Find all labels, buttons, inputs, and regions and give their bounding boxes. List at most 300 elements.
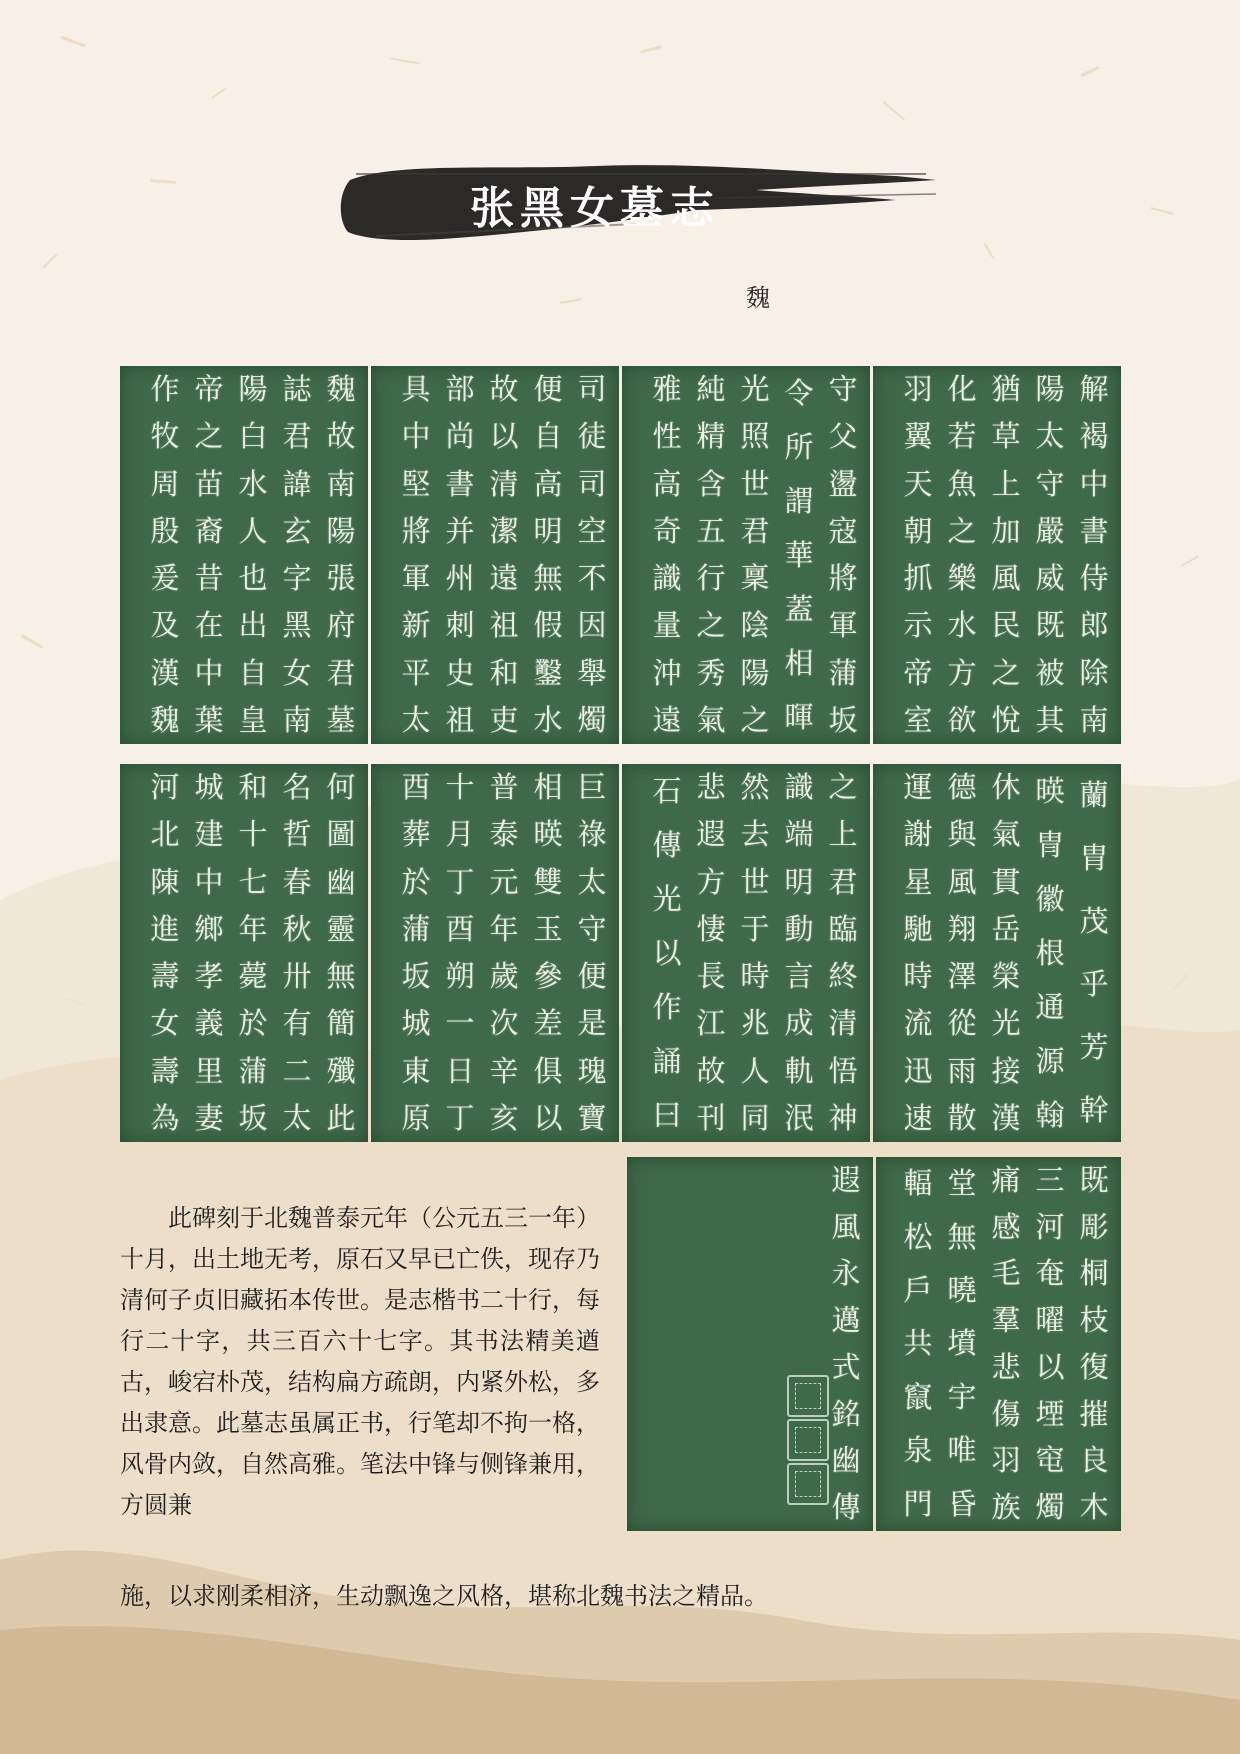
dynasty-label: 魏	[746, 284, 770, 312]
rubbing-character: 魏	[150, 702, 180, 737]
rubbing-character: 故	[326, 419, 356, 454]
rubbing-character: 字	[282, 561, 312, 596]
rubbing-character: 方	[947, 655, 977, 690]
rubbing-character: 無	[533, 561, 563, 596]
rubbing-character: 人	[740, 1053, 770, 1088]
rubbing-character: 府	[326, 608, 356, 643]
rubbing-character: 德	[947, 770, 977, 805]
rubbing-column	[527, 764, 569, 1142]
rubbing-character: 為	[150, 1100, 180, 1135]
rubbing-character: 酉	[445, 911, 475, 946]
rubbing-character: 殲	[326, 1053, 356, 1088]
rubbing-character: 兆	[740, 1006, 770, 1041]
rubbing-character: 化	[947, 372, 977, 407]
rubbing-character: 識	[652, 561, 682, 596]
rubbing-character: 星	[903, 864, 933, 899]
rubbing-panel	[873, 764, 1121, 1142]
rubbing-character: 墓	[326, 702, 356, 737]
rubbing-column	[439, 764, 481, 1142]
rubbing-panel	[873, 366, 1121, 744]
rubbing-character: 門	[903, 1486, 933, 1521]
rubbing-character: 光	[991, 1006, 1021, 1041]
rubbing-character: 丁	[445, 864, 475, 899]
rubbing-character: 上	[828, 817, 858, 852]
rubbing-character: 軍	[828, 608, 858, 643]
rubbing-character: 悽	[696, 911, 726, 946]
rubbing-character: 奇	[652, 513, 682, 548]
rubbing-character: 以	[1035, 1349, 1065, 1384]
rubbing-character: 燭	[577, 702, 607, 737]
rubbing-character: 魏	[326, 372, 356, 407]
page-title: 张黑女墓志	[470, 183, 720, 234]
rubbing-character: 哲	[282, 817, 312, 852]
rubbing-character: 明	[784, 864, 814, 899]
rubbing-character: 守	[577, 911, 607, 946]
rubbing-character: 殷	[150, 513, 180, 548]
rubbing-column	[690, 366, 732, 744]
rubbing-character: 高	[533, 466, 563, 501]
rubbing-character: 痛	[991, 1162, 1021, 1197]
rubbing-character: 遐	[696, 817, 726, 852]
rubbing-character: 父	[828, 419, 858, 454]
rubbing-character: 曰	[652, 1097, 682, 1132]
rubbing-character: 普	[489, 770, 519, 805]
rubbing-character: 世	[740, 864, 770, 899]
rubbing-column	[395, 366, 437, 744]
rubbing-character: 無	[947, 1219, 977, 1254]
rubbing-character: 司	[577, 466, 607, 501]
rubbing-panel	[371, 764, 619, 1142]
rubbing-character: 然	[740, 770, 770, 805]
rubbing-character: 城	[401, 1006, 431, 1041]
rubbing-character: 馳	[903, 911, 933, 946]
rubbing-character: 抓	[903, 561, 933, 596]
rubbing-character: 春	[282, 864, 312, 899]
rubbing-character: 翰	[1035, 1097, 1065, 1132]
rubbing-character: 妻	[194, 1100, 224, 1135]
rubbing-character: 唯	[947, 1433, 977, 1468]
rubbing-character: 以	[652, 935, 682, 970]
rubbing-character: 猶	[991, 372, 1021, 407]
rubbing-column	[276, 366, 318, 744]
rubbing-character: 於	[238, 1006, 268, 1041]
rubbing-character: 之	[194, 419, 224, 454]
rubbing-character: 也	[238, 561, 268, 596]
rubbing-character: 和	[238, 770, 268, 805]
rubbing-character: 何	[326, 770, 356, 805]
rubbing-character: 謝	[903, 817, 933, 852]
rubbing-character: 白	[238, 419, 268, 454]
rubbing-character: 燭	[1035, 1490, 1065, 1525]
rubbing-character: 羣	[991, 1303, 1021, 1338]
rubbing-column	[188, 764, 230, 1142]
rubbing-character: 祖	[445, 702, 475, 737]
rubbing-character: 次	[489, 1006, 519, 1041]
rubbing-character: 吏	[489, 702, 519, 737]
rubbing-character: 通	[1035, 989, 1065, 1024]
rubbing-column	[232, 764, 274, 1142]
rubbing-character: 名	[282, 770, 312, 805]
rubbing-character: 日	[445, 1053, 475, 1088]
rubbing-character: 以	[533, 1100, 563, 1135]
rubbing-character: 解	[1079, 372, 1109, 407]
rubbing-character: 時	[740, 959, 770, 994]
rubbing-character: 坂	[401, 959, 431, 994]
rubbing-character: 月	[445, 817, 475, 852]
rubbing-character: 平	[401, 655, 431, 690]
rubbing-character: 假	[533, 608, 563, 643]
rubbing-character: 酉	[401, 770, 431, 805]
rubbing-column	[646, 366, 688, 744]
rubbing-character: 水	[238, 466, 268, 501]
rubbing-character: 徽	[1035, 881, 1065, 916]
rubbing-character: 守	[828, 372, 858, 407]
rubbing-character: 皇	[238, 702, 268, 737]
rubbing-character: 里	[194, 1053, 224, 1088]
rubbing-column	[483, 764, 525, 1142]
rubbing-character: 其	[1035, 702, 1065, 737]
rubbing-character: 羽	[903, 372, 933, 407]
rubbing-character: 便	[533, 372, 563, 407]
rubbing-character: 尚	[445, 419, 475, 454]
rubbing-character: 行	[696, 561, 726, 596]
rubbing-column	[646, 764, 688, 1142]
rubbing-character: 將	[828, 561, 858, 596]
rubbing-character: 秋	[282, 911, 312, 946]
rubbing-character: 司	[577, 372, 607, 407]
rubbing-character: 祖	[489, 608, 519, 643]
rubbing-character: 草	[991, 419, 1021, 454]
rubbing-character: 人	[238, 513, 268, 548]
rubbing-character: 幹	[1079, 1093, 1109, 1127]
rubbing-character: 除	[1079, 655, 1109, 690]
rubbing-character: 相	[784, 645, 814, 680]
rubbing-character: 因	[577, 608, 607, 643]
rubbing-column	[395, 764, 437, 1142]
rubbing-character: 源	[1035, 1043, 1065, 1078]
rubbing-character: 堅	[401, 466, 431, 501]
rubbing-character: 太	[401, 702, 431, 737]
collector-seal-icon	[787, 1419, 829, 1461]
rubbing-character: 樂	[947, 561, 977, 596]
rubbing-character: 薨	[238, 959, 268, 994]
rubbing-character: 氣	[991, 817, 1021, 852]
rubbing-character: 曜	[1035, 1303, 1065, 1338]
rubbing-character: 蒲	[828, 655, 858, 690]
rubbing-character: 堂	[947, 1166, 977, 1201]
rubbing-character: 漢	[150, 655, 180, 690]
rubbing-character: 盪	[828, 466, 858, 501]
rubbing-character: 端	[784, 817, 814, 852]
rubbing-character: 戶	[903, 1273, 933, 1308]
rubbing-character: 雅	[652, 372, 682, 407]
rubbing-character: 不	[577, 561, 607, 596]
rubbing-character: 式	[831, 1349, 861, 1384]
rubbing-panel	[876, 1157, 1121, 1531]
rubbing-column	[439, 366, 481, 744]
rubbing-character: 輻	[903, 1166, 933, 1201]
rubbing-character: 南	[1079, 702, 1109, 737]
rubbing-character: 宇	[947, 1379, 977, 1414]
rubbing-character: 書	[1079, 513, 1109, 548]
rubbing-column	[897, 366, 939, 744]
rubbing-character: 軍	[401, 561, 431, 596]
rubbing-column	[188, 366, 230, 744]
rubbing-character: 祿	[577, 817, 607, 852]
rubbing-panel	[622, 366, 870, 744]
rubbing-character: 君	[282, 419, 312, 454]
rubbing-character: 蘭	[1079, 778, 1109, 812]
rubbing-panel	[120, 366, 368, 744]
rubbing-character: 去	[740, 817, 770, 852]
rubbing-character: 根	[1035, 935, 1065, 970]
rubbing-character: 丁	[445, 1100, 475, 1135]
rubbing-character: 含	[696, 466, 726, 501]
rubbing-character: 速	[903, 1100, 933, 1135]
rubbing-character: 刊	[696, 1100, 726, 1135]
rubbing-character: 動	[784, 911, 814, 946]
rubbing-character: 所	[784, 429, 814, 464]
rubbing-character: 作	[150, 372, 180, 407]
rubbing-character: 休	[991, 770, 1021, 805]
rubbing-character: 光	[652, 881, 682, 916]
rubbing-column	[527, 366, 569, 744]
rubbing-character: 雨	[947, 1053, 977, 1088]
rubbing-character: 量	[652, 608, 682, 643]
rubbing-character: 稟	[740, 561, 770, 596]
rubbing-character: 暉	[784, 699, 814, 734]
description-last-line: 施，以求刚柔相济，生动飘逸之风格，堪称北魏书法之精品。	[120, 1582, 768, 1610]
rubbing-character: 瑰	[577, 1053, 607, 1088]
rubbing-character: 邁	[831, 1303, 861, 1338]
rubbing-character: 言	[784, 959, 814, 994]
rubbing-character: 明	[533, 513, 563, 548]
rubbing-character: 進	[150, 911, 180, 946]
collector-seal-icon	[787, 1375, 829, 1417]
rubbing-character: 苗	[194, 466, 224, 501]
rubbing-character: 在	[194, 608, 224, 643]
rubbing-character: 風	[831, 1209, 861, 1244]
rubbing-character: 被	[1035, 655, 1065, 690]
rubbing-character: 亥	[489, 1100, 519, 1135]
rubbing-character: 秀	[696, 655, 726, 690]
collector-seal-icon	[787, 1463, 829, 1505]
rubbing-character: 銘	[831, 1396, 861, 1431]
rubbing-character: 乎	[1079, 967, 1109, 1001]
rubbing-character: 原	[401, 1100, 431, 1135]
rubbing-character: 二	[282, 1053, 312, 1088]
rubbing-character: 氣	[696, 702, 726, 737]
rubbing-character: 彫	[1079, 1209, 1109, 1244]
rubbing-character: 玉	[533, 911, 563, 946]
rubbing-character: 陽	[326, 513, 356, 548]
rubbing-column	[778, 366, 820, 744]
rubbing-character: 北	[150, 817, 180, 852]
rubbing-character: 幽	[831, 1443, 861, 1478]
rubbing-character: 時	[903, 959, 933, 994]
rubbing-character: 城	[194, 770, 224, 805]
rubbing-column	[232, 366, 274, 744]
rubbing-character: 榮	[991, 959, 1021, 994]
rubbing-panel-final	[627, 1157, 873, 1531]
rubbing-character: 與	[947, 817, 977, 852]
rubbing-character: 若	[947, 419, 977, 454]
rubbing-character: 葬	[401, 817, 431, 852]
rubbing-character: 州	[445, 561, 475, 596]
rubbing-character: 之	[696, 608, 726, 643]
rubbing-character: 寇	[828, 513, 858, 548]
rubbing-character: 傳	[652, 827, 682, 862]
rubbing-character: 南	[282, 702, 312, 737]
rubbing-column	[822, 366, 864, 744]
rubbing-character: 空	[577, 513, 607, 548]
rubbing-character: 流	[903, 1006, 933, 1041]
rubbing-character: 照	[740, 419, 770, 454]
rubbing-character: 寶	[577, 1100, 607, 1135]
rubbing-character: 元	[489, 864, 519, 899]
rubbing-column	[690, 764, 732, 1142]
rubbing-column	[1073, 1157, 1115, 1531]
rubbing-character: 天	[903, 466, 933, 501]
rubbing-character: 翔	[947, 911, 977, 946]
rubbing-column	[985, 366, 1027, 744]
rubbing-character: 裔	[194, 513, 224, 548]
rubbing-character: 東	[401, 1053, 431, 1088]
rubbing-character: 雙	[533, 864, 563, 899]
rubbing-character: 光	[740, 372, 770, 407]
rubbing-character: 性	[652, 419, 682, 454]
rubbing-character: 臨	[828, 911, 858, 946]
rubbing-character: 圖	[326, 817, 356, 852]
rubbing-character: 岳	[991, 911, 1021, 946]
rubbing-character: 松	[903, 1219, 933, 1254]
rubbing-character: 窀	[1035, 1443, 1065, 1478]
rubbing-character: 卅	[282, 959, 312, 994]
rubbing-character: 玄	[282, 513, 312, 548]
rubbing-column	[734, 366, 776, 744]
rubbing-character: 墳	[947, 1326, 977, 1361]
rubbing-column	[941, 764, 983, 1142]
rubbing-character: 復	[1079, 1349, 1109, 1384]
rubbing-character: 故	[696, 1053, 726, 1088]
rubbing-column	[571, 764, 613, 1142]
rubbing-column	[1029, 1157, 1071, 1531]
rubbing-character: 君	[326, 655, 356, 690]
rubbing-character: 遐	[831, 1162, 861, 1197]
rubbing-character: 木	[1079, 1490, 1109, 1525]
rubbing-character: 威	[1035, 561, 1065, 596]
rubbing-character: 帝	[194, 372, 224, 407]
rubbing-character: 陽	[1035, 372, 1065, 407]
rubbing-character: 加	[991, 513, 1021, 548]
rubbing-character: 方	[696, 864, 726, 899]
rubbing-character: 識	[784, 770, 814, 805]
rubbing-character: 中	[1079, 466, 1109, 501]
rubbing-character: 上	[991, 466, 1021, 501]
rubbing-character: 鑿	[533, 655, 563, 690]
rubbing-character: 河	[150, 770, 180, 805]
rubbing-character: 徒	[577, 419, 607, 454]
rubbing-character: 女	[282, 655, 312, 690]
rubbing-character: 泉	[903, 1433, 933, 1468]
rubbing-character: 翼	[903, 419, 933, 454]
rubbing-character: 幽	[326, 864, 356, 899]
rubbing-character: 陰	[740, 608, 770, 643]
rubbing-character: 葉	[194, 702, 224, 737]
rubbing-column	[276, 764, 318, 1142]
rubbing-character: 同	[740, 1100, 770, 1135]
rubbing-character: 精	[696, 419, 726, 454]
rubbing-character: 清	[828, 1006, 858, 1041]
rubbing-character: 永	[831, 1256, 861, 1291]
rubbing-character: 悲	[696, 770, 726, 805]
rubbing-character: 坂	[828, 702, 858, 737]
rubbing-character: 於	[401, 864, 431, 899]
rubbing-character: 三	[1035, 1162, 1065, 1197]
rubbing-character: 巨	[577, 770, 607, 805]
rubbing-character: 有	[282, 1006, 312, 1041]
rubbing-character: 接	[991, 1053, 1021, 1088]
rubbing-character: 民	[991, 608, 1021, 643]
rubbing-character: 曉	[947, 1273, 977, 1308]
rubbing-character: 蒲	[401, 911, 431, 946]
rubbing-character: 昏	[947, 1486, 977, 1521]
rubbing-character: 簡	[326, 1006, 356, 1041]
rubbing-character: 悲	[991, 1349, 1021, 1384]
rubbing-character: 年	[489, 911, 519, 946]
rubbing-character: 孝	[194, 959, 224, 994]
rubbing-column	[985, 1157, 1027, 1531]
rubbing-character: 從	[947, 1006, 977, 1041]
rubbing-character: 茂	[1079, 904, 1109, 938]
rubbing-character: 既	[1079, 1162, 1109, 1197]
rubbing-column	[734, 764, 776, 1142]
rubbing-column	[897, 764, 939, 1142]
rubbing-character: 石	[652, 773, 682, 808]
rubbing-character: 壽	[150, 959, 180, 994]
rubbing-character: 自	[533, 419, 563, 454]
rubbing-character: 于	[740, 911, 770, 946]
rubbing-column	[320, 764, 362, 1142]
rubbing-character: 君	[740, 513, 770, 548]
rubbing-column	[483, 366, 525, 744]
rubbing-column	[144, 366, 186, 744]
rubbing-character: 南	[326, 466, 356, 501]
rubbing-character: 鄉	[194, 911, 224, 946]
rubbing-character: 無	[326, 959, 356, 994]
rubbing-character: 年	[238, 911, 268, 946]
rubbing-column	[822, 764, 864, 1142]
rubbing-character: 將	[401, 513, 431, 548]
rubbing-character: 朔	[445, 959, 475, 994]
rubbing-character: 純	[696, 372, 726, 407]
rubbing-character: 之	[991, 655, 1021, 690]
rubbing-character: 是	[577, 1006, 607, 1041]
rubbing-character: 中	[401, 419, 431, 454]
rubbing-character: 暎	[1035, 773, 1065, 808]
rubbing-character: 張	[326, 561, 356, 596]
rubbing-character: 遠	[489, 561, 519, 596]
rubbing-character: 以	[489, 419, 519, 454]
rubbing-character: 貫	[991, 864, 1021, 899]
rubbing-column	[320, 366, 362, 744]
rubbing-character: 水	[533, 702, 563, 737]
rubbing-column	[1029, 366, 1071, 744]
rubbing-character: 諱	[282, 466, 312, 501]
rubbing-character: 感	[991, 1209, 1021, 1244]
rubbing-character: 侍	[1079, 561, 1109, 596]
rubbing-character: 太	[577, 864, 607, 899]
